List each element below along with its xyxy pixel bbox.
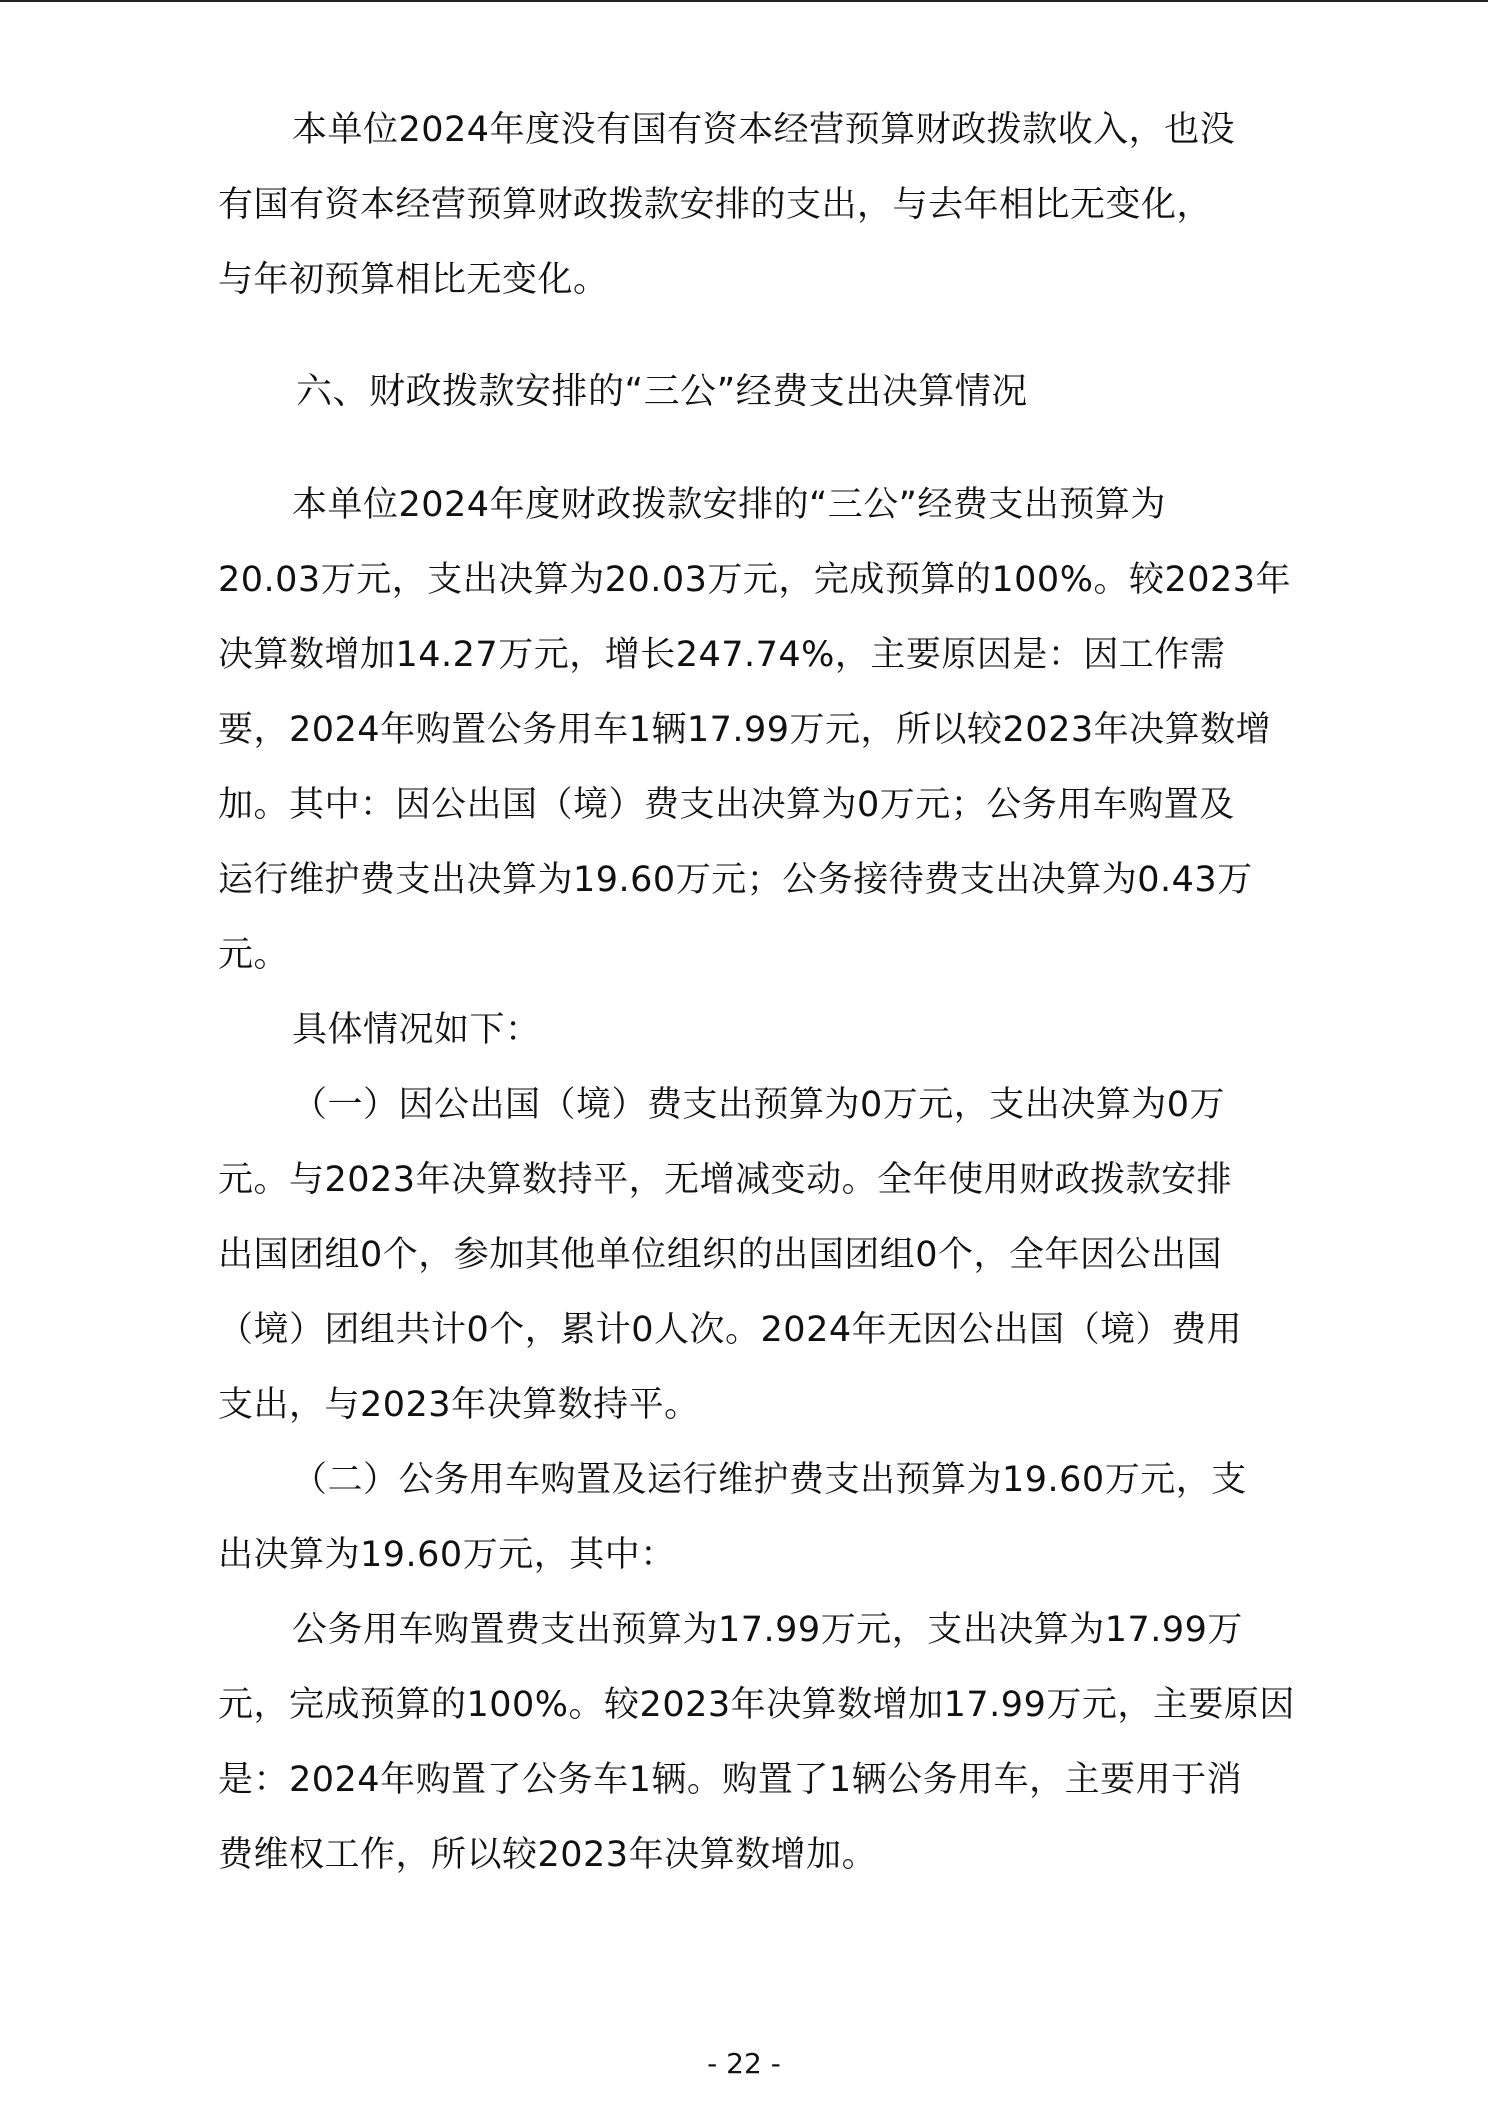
text-line: 本单位2024年度财政拨款安排的“三公”经费支出预算为 [292,485,1166,525]
text-line: 有国有资本经营预算财政拨款安排的支出，与去年相比无变化， [218,185,1213,225]
text-line: （二）公务用车购置及运行维护费支出预算为19.60万元，支 [292,1460,1247,1500]
text-line: 支出，与2023年决算数持平。 [218,1385,700,1425]
text-line: 具体情况如下： [292,1010,541,1050]
text-line: 要，2024年购置公务用车1辆17.99万元，所以较2023年决算数增 [218,710,1272,750]
text-line: 公务用车购置费支出预算为17.99万元，支出决算为17.99万 [292,1610,1243,1650]
text-line: 运行维护费支出决算为19.60万元；公务接待费支出决算为0.43万 [218,860,1253,900]
text-line: 是：2024年购置了公务车1辆。购置了1辆公务用车，主要用于消 [218,1760,1243,1800]
text-line: 本单位2024年度没有国有资本经营预算财政拨款收入，也没 [292,110,1236,150]
text-line: 与年初预算相比无变化。 [218,260,609,300]
text-line: 出决算为19.60万元，其中： [218,1535,676,1575]
text-line: （境）团组共计0个，累计0人次。2024年无因公出国（境）费用 [218,1310,1243,1350]
text-line: 元。与2023年决算数持平，无增减变动。全年使用财政拨款安排 [218,1160,1233,1200]
text-line: 决算数增加14.27万元，增长247.74%，主要原因是：因工作需 [218,635,1226,675]
section-heading: 六、财政拨款安排的“三公”经费支出决算情况 [296,371,1028,412]
text-line: 20.03万元，支出决算为20.03万元，完成预算的100%。较2023年 [218,560,1292,600]
text-line: （一）因公出国（境）费支出预算为0万元，支出决算为0万 [292,1085,1226,1125]
text-line: 加。其中：因公出国（境）费支出决算为0万元；公务用车购置及 [218,785,1235,825]
text-line: 元。 [218,935,290,975]
text-line: 元，完成预算的100%。较2023年决算数增加17.99万元，主要原因 [218,1685,1295,1725]
text-line: 费维权工作，所以较2023年决算数增加。 [218,1835,878,1875]
text-line: 出国团组0个，参加其他单位组织的出国团组0个，全年因公出国 [218,1235,1223,1275]
page-number: - 22 - [707,2047,781,2080]
